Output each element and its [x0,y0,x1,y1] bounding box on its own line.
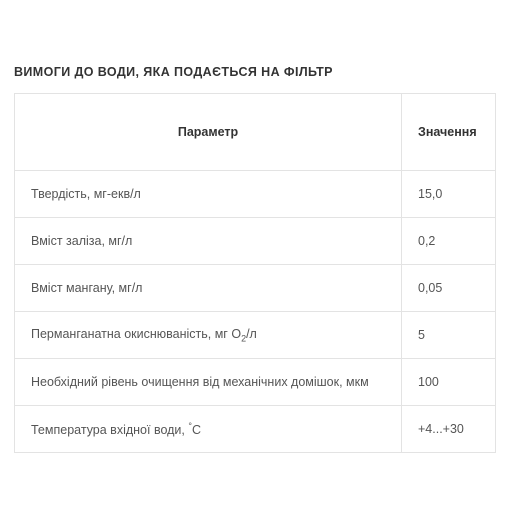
param-cell: Вміст мангану, мг/л [15,265,402,312]
superscript-text: ° [188,420,192,431]
param-cell [15,312,402,359]
param-cell [15,406,402,453]
water-requirements-table [14,93,496,453]
table-row [15,312,496,359]
section-heading: ВИМОГИ ДО ВОДИ, ЯКА ПОДАЄТЬСЯ НА ФІЛЬТР [14,65,333,79]
column-header-value: Значення [402,94,496,171]
value-cell: 5 [402,312,496,359]
value-cell: 100 [402,359,496,406]
value-cell: 0,05 [402,265,496,312]
value-cell: 15,0 [402,171,496,218]
table-header-row [15,94,496,171]
column-header-parameter: Параметр [15,94,402,171]
table-row [15,406,496,453]
table-row [15,218,496,265]
subscript-text: 2 [241,333,247,344]
table-row [15,359,496,406]
value-cell: 0,2 [402,218,496,265]
param-cell: Твердість, мг-екв/л [15,171,402,218]
table-row [15,171,496,218]
param-text: Перманганатна окиснюваність, мг O [31,326,242,341]
value-cell: +4...+30 [402,406,496,453]
param-text: Температура вхідної води, [31,423,189,438]
param-cell: Вміст заліза, мг/л [15,218,402,265]
param-unit-text: /л [246,326,257,341]
param-cell: Необхідний рівень очищення від механічних домішок, мкм [15,359,402,406]
param-unit-text: C [191,423,201,438]
table-row [15,265,496,312]
